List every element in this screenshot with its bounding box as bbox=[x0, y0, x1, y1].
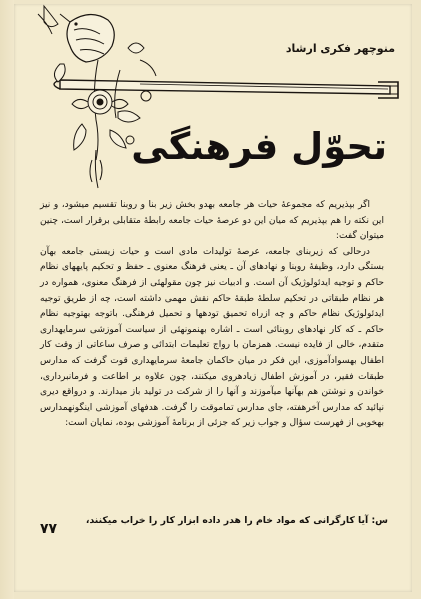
paragraph: اگر بپذیریم که مجموعهٔ حیات هر جامعه بهدو بخش زیر بنا و روبنا تقسیم میشود، و نیز این نکته را هم بپذیریم که میان این دو عرصهٔ حیات جامعه رابطهٔ متقابلی برقرار است، چنین میتوان گفت: bbox=[40, 200, 384, 242]
bird-illustration bbox=[38, 6, 114, 62]
page-number: ۷۷ bbox=[40, 521, 58, 537]
paragraph: درحالی که زیربنای جامعه، عرصهٔ تولیدات مادی است و حیات زیستی جامعه بهآن بستگی دارد، وظیفهٔ روبنا و نهادهای آن ـ یعنی فرهنگ معنوی ـ حفظ و تحکیم پایههای نظام حاکم و توجیه ایدئولوژیک آن است. و ادبیات نیز چون مقولهئی از فرهنگ معنوی، همواره در هر نظام طبقاتی در تحکیم سلطهٔ طبقهٔ حاکم نقش مهمی داشته است، چه از طریق توجیه ایدئولوژیک نظام حاکم و چه ازراه تحمیق تودهها و تحمیل فرهنگی. باتوجه بهتوجیه نظام حاکم ـ که کار نهادهای روبنائی است ـ اشاره بهنمونهئی از سیاست آموزشی سرمایهداری متقدم، خالی از فایده نیست. همزمان با رواج تعلیمات ابتدائی و صرف ساعاتی از وقت کار اطفال بهسوادآموزی، این فکر در میان حاکمان جامعهٔ سرمایهداری قوت گرفت که مدارس طبقات فقیر، در آموزش اطفال زیادهروی میکنند، چون علاوه بر اطاعت و فرمانبرداری، خواندن و نوشتن هم بهآنها میآموزند و آنها را از شرکت در تولید باز میدارند. و درواقع دیری نپائید که مدارس آخرهفته، جای مدارس تماموقت را گرفت. هدفهای آموزشی اینگونهمدارس بهخوبی از فهرست سؤال و جواب زیر که جزئی از برنامهٔ آموزشی بوده، نمایان است: bbox=[40, 246, 384, 429]
article-title: تحوّل فرهنگی bbox=[131, 125, 387, 168]
author-name: منوچهر فکری ارشاد bbox=[285, 42, 395, 55]
question-line: س: آیا کارگرانی که مواد خام را هدر داده ابزار کار را خراب میکنند، bbox=[85, 515, 388, 526]
article-body bbox=[40, 198, 384, 432]
